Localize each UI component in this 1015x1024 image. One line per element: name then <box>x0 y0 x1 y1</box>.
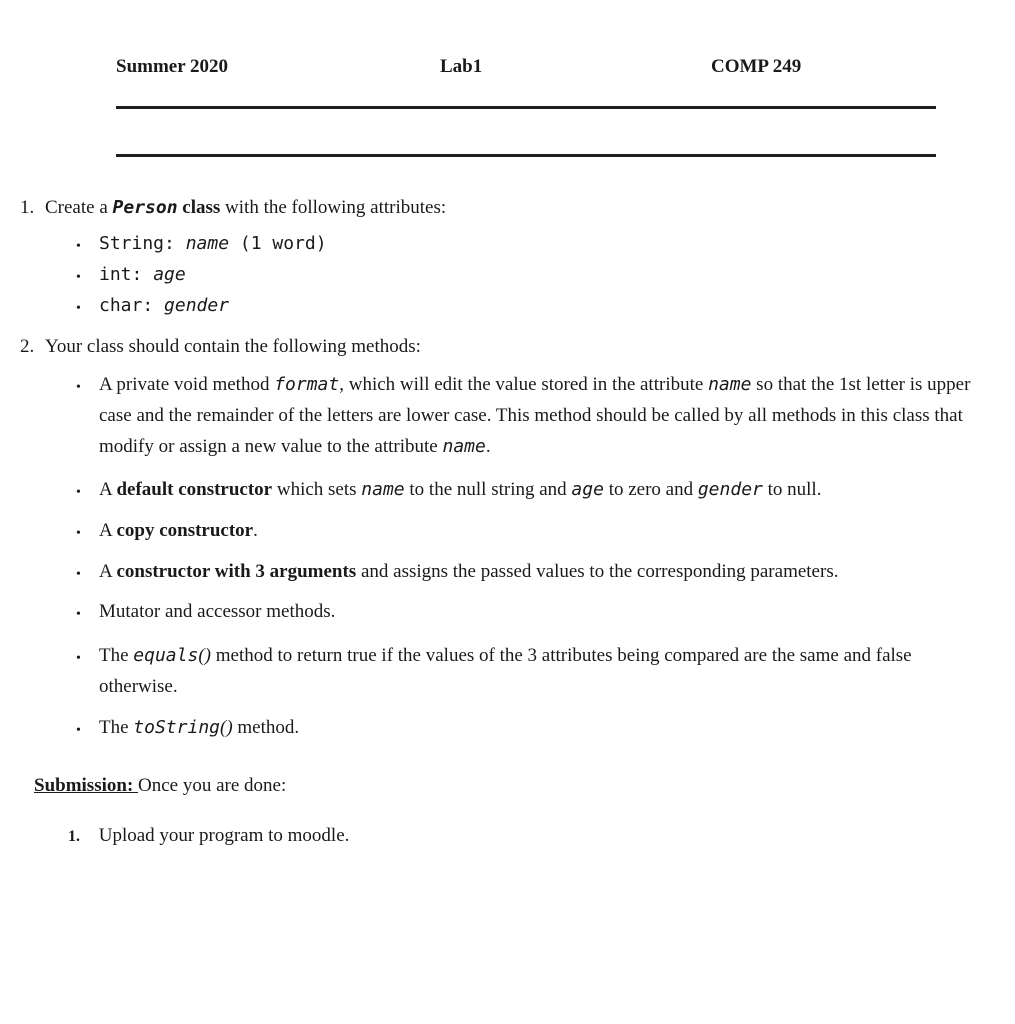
bullet-icon: • <box>76 651 81 666</box>
term-label: Summer 2020 <box>116 56 229 77</box>
bullet-icon: • <box>76 607 81 622</box>
question-2: 2. Your class should contain the following methods: <box>20 336 421 357</box>
submission-step: 1. Upload your program to moodle. <box>68 825 350 846</box>
method-format: A private void method format, which will edit the value stored in the attribute name so that the 1st letter is upper case and the remainder of the letters are lower case. This method should be called by all methods in this class that modify or assign a new value to the attribute name. <box>99 374 971 457</box>
method-three-arg-constructor: A constructor with 3 arguments and assigns the passed values to the corresponding parameters. <box>99 561 839 582</box>
question-2-number: 2. <box>20 336 35 357</box>
course-label: COMP 249 <box>711 56 802 77</box>
submission-heading: Submission: Once you are done: <box>34 775 287 796</box>
method-default-constructor: A default constructor which sets name to the null string and age to zero and gender to null. <box>99 479 822 500</box>
header-rule-2 <box>116 154 936 157</box>
method-tostring: The toString() method. <box>99 717 300 738</box>
bullet-icon: • <box>76 239 81 254</box>
attribute-item: int: age <box>99 264 186 285</box>
bullet-icon: • <box>76 723 81 738</box>
question-1-number: 1. <box>20 197 35 218</box>
attribute-item: char: gender <box>99 295 230 316</box>
submission-step-number: 1. <box>68 828 80 845</box>
submission-label: Submission: <box>34 775 139 796</box>
bullet-icon: • <box>76 380 81 395</box>
lab-label: Lab1 <box>440 56 483 77</box>
method-mutators-accessors: Mutator and accessor methods. <box>99 601 336 622</box>
bullet-icon: • <box>76 567 81 582</box>
method-equals: The equals() method to return true if the values of the 3 attributes being compared are the same and false otherwise. <box>99 645 912 697</box>
method-copy-constructor: A copy constructor. <box>99 520 258 541</box>
bullet-icon: • <box>76 270 81 285</box>
bullet-icon: • <box>76 485 81 500</box>
bullet-icon: • <box>76 301 81 316</box>
header-rule-1 <box>116 106 936 109</box>
attribute-item: String: name (1 word) <box>99 233 327 254</box>
bullet-icon: • <box>76 526 81 541</box>
question-1: 1. Create a Person class with the following attributes: <box>20 197 447 218</box>
class-name: Person <box>112 197 178 218</box>
